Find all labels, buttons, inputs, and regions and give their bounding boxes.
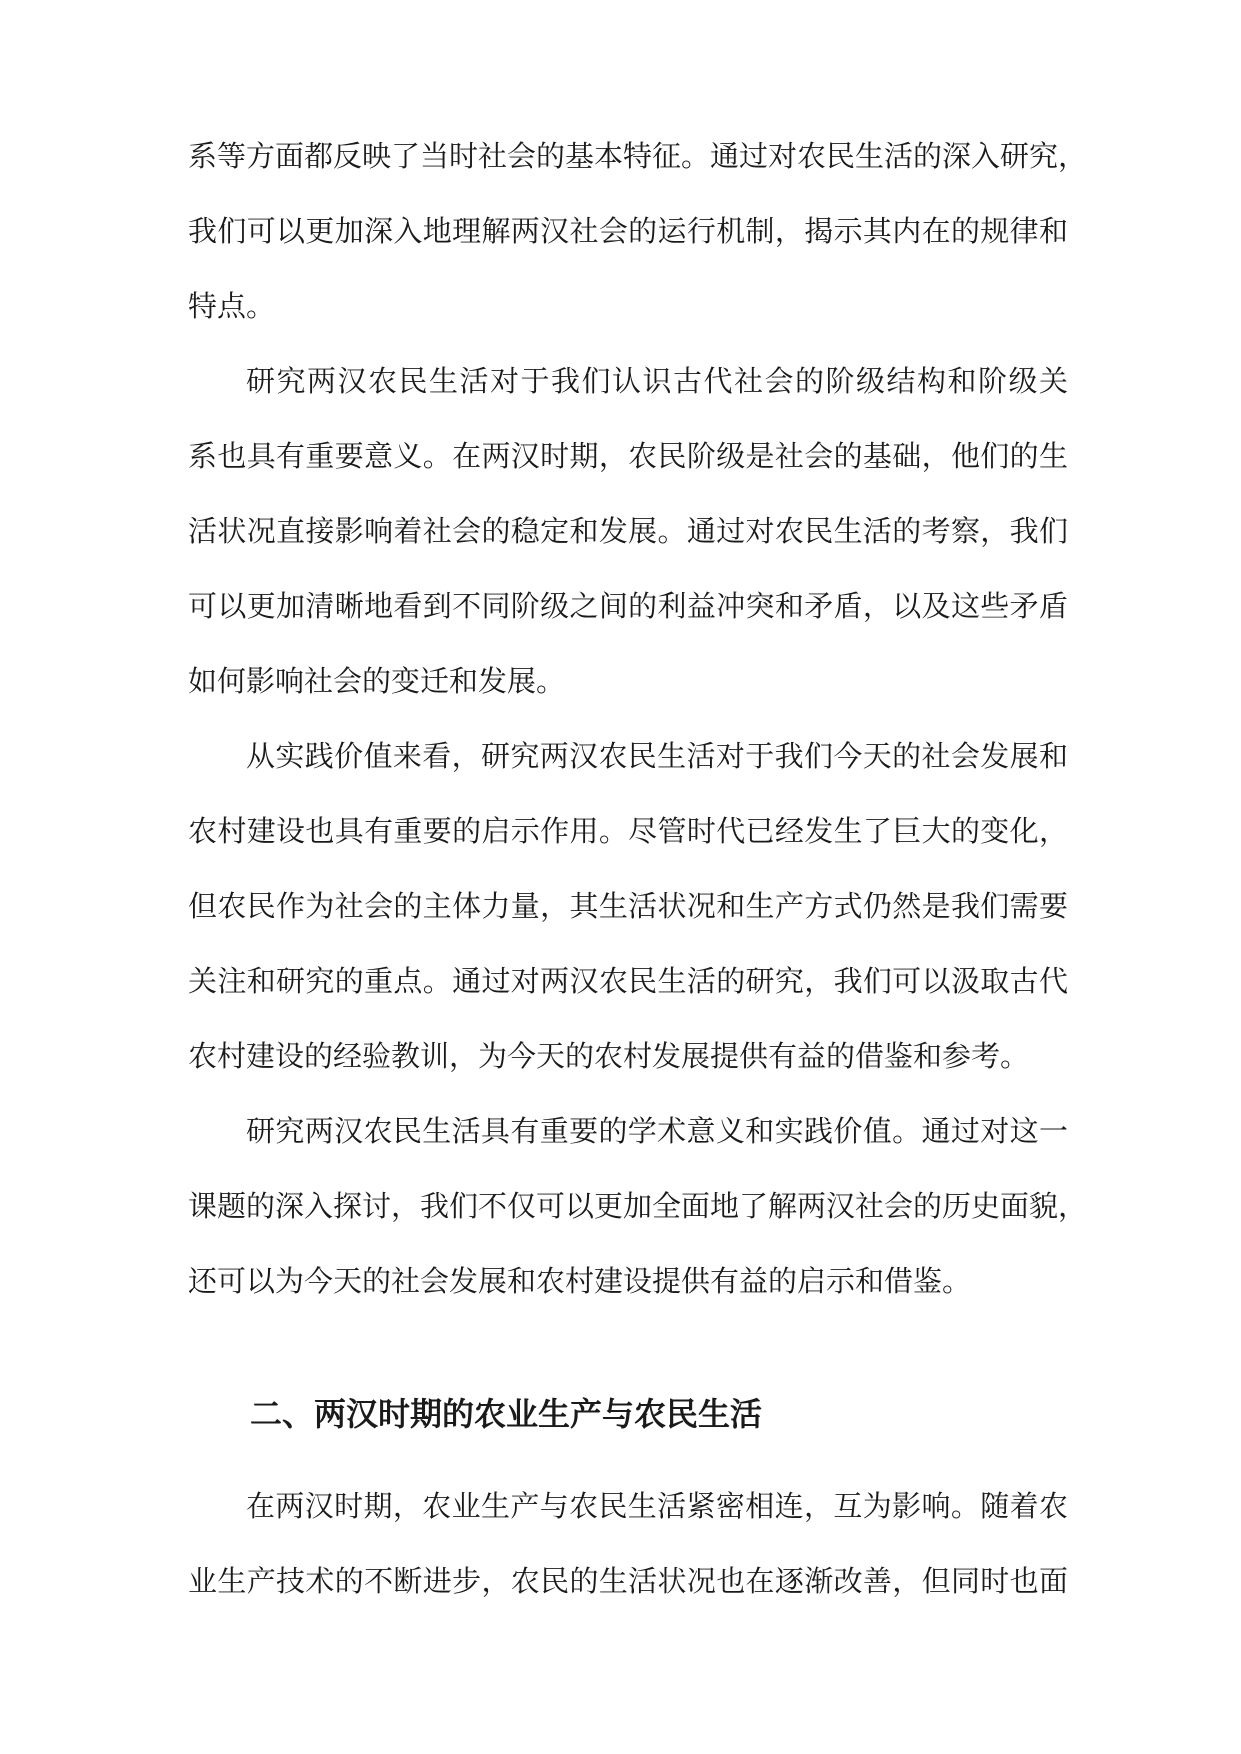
paragraph-2-line-3: 活状况直接影响着社会的稳定和发展。通过对农民生活的考察，我们 bbox=[188, 514, 1068, 548]
paragraph-1-line-1: 系等方面都反映了当时社会的基本特征。通过对农民生活的深入研究， bbox=[188, 139, 1088, 173]
paragraph-3-line-5: 农村建设的经验教训，为今天的农村发展提供有益的借鉴和参考。 bbox=[188, 1039, 1030, 1073]
section-paragraph-line-1: 在两汉时期，农业生产与农民生活紧密相连，互为影响。随着农 bbox=[246, 1489, 1068, 1523]
paragraph-4-line-2: 课题的深入探讨，我们不仅可以更加全面地了解两汉社会的历史面貌， bbox=[188, 1189, 1088, 1223]
paragraph-2-line-5: 如何影响社会的变迁和发展。 bbox=[188, 664, 566, 698]
paragraph-1-line-3: 特点。 bbox=[188, 289, 276, 323]
paragraph-3-line-2: 农村建设也具有重要的启示作用。尽管时代已经发生了巨大的变化， bbox=[188, 814, 1068, 848]
paragraph-3-line-4: 关注和研究的重点。通过对两汉农民生活的研究，我们可以汲取古代 bbox=[188, 964, 1068, 998]
paragraph-3-line-1: 从实践价值来看，研究两汉农民生活对于我们今天的社会发展和 bbox=[246, 739, 1068, 773]
section-heading: 二、两汉时期的农业生产与农民生活 bbox=[250, 1395, 763, 1433]
paragraph-2-line-2: 系也具有重要意义。在两汉时期，农民阶级是社会的基础，他们的生 bbox=[188, 439, 1068, 473]
paragraph-1-line-2: 我们可以更加深入地理解两汉社会的运行机制，揭示其内在的规律和 bbox=[188, 214, 1068, 248]
paragraph-4-line-1: 研究两汉农民生活具有重要的学术意义和实践价值。通过对这一 bbox=[246, 1114, 1068, 1148]
paragraph-3-line-3: 但农民作为社会的主体力量，其生活状况和生产方式仍然是我们需要 bbox=[188, 889, 1068, 923]
paragraph-4-line-3: 还可以为今天的社会发展和农村建设提供有益的启示和借鉴。 bbox=[188, 1264, 972, 1298]
paragraph-2-line-4: 可以更加清晰地看到不同阶级之间的利益冲突和矛盾，以及这些矛盾 bbox=[188, 589, 1068, 623]
paragraph-2-line-1: 研究两汉农民生活对于我们认识古代社会的阶级结构和阶级关 bbox=[246, 364, 1068, 398]
section-paragraph-line-2: 业生产技术的不断进步，农民的生活状况也在逐渐改善，但同时也面 bbox=[188, 1564, 1068, 1598]
